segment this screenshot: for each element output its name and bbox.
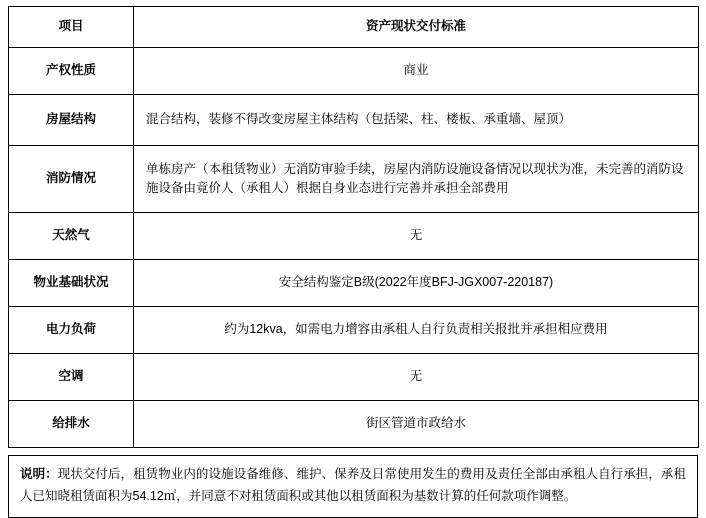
table-row [9, 260, 699, 307]
table-row [9, 213, 699, 260]
row-label: 给排水 [9, 401, 134, 448]
row-label: 房屋结构 [9, 95, 134, 146]
note-text: 现状交付后，租赁物业内的设施设备维修、维护、保养及日常使用发生的费用及责任全部由承租人自行承担，承租人已知晓租赁面积为54.12㎡，并同意不对租赁面积或其他以租赁面积为基数计算的任何款项作调整。 [20, 467, 686, 503]
row-label: 空调 [9, 354, 134, 401]
table-row [9, 95, 699, 146]
row-value: 单栋房产（本租赁物业）无消防审验手续，房屋内消防设施设备情况以现状为准，未完善的消防设施设备由竟价人（承租人）根据自身业态进行完善并承担全部费用 [134, 146, 699, 213]
table-row [9, 48, 699, 95]
header-cell-item: 项目 [9, 7, 134, 48]
table-row [9, 307, 699, 354]
note-title: 说明： [20, 467, 58, 481]
row-label: 产权性质 [9, 48, 134, 95]
row-label: 电力负荷 [9, 307, 134, 354]
table-row [9, 146, 699, 213]
table-row [9, 354, 699, 401]
table-header-row [9, 7, 699, 48]
row-value: 安全结构鉴定B级(2022年度BFJ-JGX007-220187) [134, 260, 699, 307]
row-value: 街区管道市政给水 [134, 401, 699, 448]
table-row [9, 401, 699, 448]
row-value: 商业 [134, 48, 699, 95]
row-label: 消防情况 [9, 146, 134, 213]
header-cell-standard: 资产现状交付标准 [134, 7, 699, 48]
row-value: 无 [134, 354, 699, 401]
row-label: 物业基础状况 [9, 260, 134, 307]
row-label: 天然气 [9, 213, 134, 260]
row-value: 无 [134, 213, 699, 260]
asset-delivery-standard-table [8, 6, 699, 448]
note-block [8, 455, 698, 518]
row-value: 混合结构，装修不得改变房屋主体结构（包括梁、柱、楼板、承重墙、屋顶） [134, 95, 699, 146]
row-value: 约为12kva，如需电力增容由承租人自行负责相关报批并承担相应费用 [134, 307, 699, 354]
table-body [9, 7, 699, 448]
